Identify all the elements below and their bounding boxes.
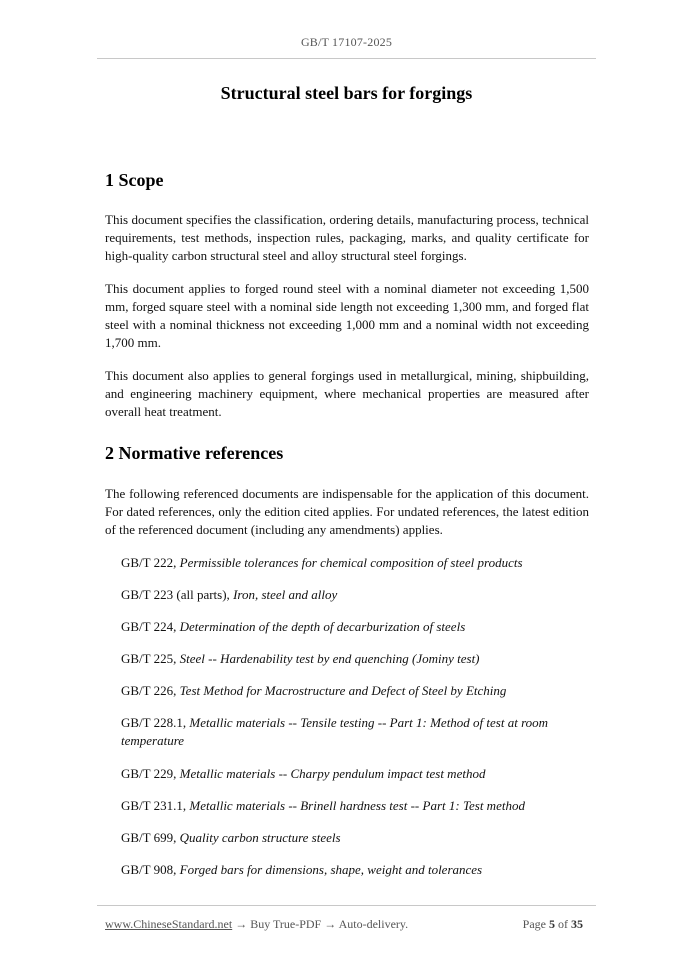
reference-title: Permissible tolerances for chemical composition of steel products: [179, 555, 523, 570]
reference-code: GB/T 225,: [121, 651, 177, 666]
reference-title: Steel -- Hardenability test by end quenching (Jominy test): [179, 651, 480, 666]
reference-title: Metallic materials -- Brinell hardness test -- Part 1: Test method: [189, 798, 525, 813]
reference-code: GB/T 699,: [121, 830, 177, 845]
reference-item-6: [105, 765, 589, 783]
section-scope: [105, 168, 589, 192]
page-label: Page: [522, 917, 546, 931]
page-of: of: [558, 917, 568, 931]
scope-paragraph-2-wrap: [105, 280, 589, 352]
reference-title: Quality carbon structure steels: [179, 830, 341, 845]
scope-paragraph-3-wrap: [105, 367, 589, 421]
section-heading-scope: 1 Scope: [105, 170, 164, 190]
reference-code: GB/T 229,: [121, 766, 177, 781]
footer-divider: [97, 905, 596, 906]
reference-title: Metallic materials -- Charpy pendulum impact test method: [179, 766, 486, 781]
normative-intro-wrap: [105, 485, 589, 539]
reference-code: GB/T 223 (all parts),: [121, 587, 230, 602]
reference-item-9: [105, 861, 589, 879]
normative-intro-paragraph: The following referenced documents are indispensable for the application of this document. For dated references, only the edition cited applies. For undated references, the latest edition of the referenced document (including any amendments) applies.: [105, 486, 589, 537]
reference-title: Iron, steel and alloy: [233, 587, 338, 602]
reference-item-4: [105, 682, 589, 700]
reference-item-8: [105, 829, 589, 847]
section-heading-normative-references: 2 Normative references: [105, 443, 284, 463]
scope-paragraph-1: This document specifies the classification, ordering details, manufacturing process, technical requirements, test methods, inspection rules, packaging, marks, and quality certificate for high-quality carbon structural steel and alloy structural steel forgings.: [105, 212, 589, 263]
scope-paragraph-1-wrap: [105, 211, 589, 265]
reference-item-7: [105, 797, 589, 815]
scope-paragraph-3: This document also applies to general forgings used in metallurgical, mining, shipbuilding, and engineering machinery equipment, where mechanical properties are measured after overall heat treatment.: [105, 368, 589, 419]
reference-code: GB/T 222,: [121, 555, 177, 570]
page-number: [523, 917, 583, 932]
page-header-standard-code: GB/T 17107-2025: [300, 35, 393, 49]
reference-item-1: [105, 586, 589, 604]
page-total: 35: [571, 917, 583, 931]
reference-code: GB/T 908,: [121, 862, 177, 877]
arrow-right-icon: →: [324, 917, 337, 931]
scope-paragraph-2: This document applies to forged round steel with a nominal diameter not exceeding 1,500 mm, forged square steel with a nominal side length not exceeding 1,300 mm, and forged flat steel with a nominal thickness not exceeding 1,000 mm and a nominal width not exceeding 1,700 mm.: [105, 281, 589, 350]
page-current: 5: [549, 917, 555, 931]
reference-code: GB/T 231.1,: [121, 798, 187, 813]
section-normative-references: [105, 441, 589, 465]
reference-title: Determination of the depth of decarburization of steels: [179, 619, 466, 634]
arrow-right-icon: →: [235, 917, 248, 931]
reference-item-3: [105, 650, 589, 668]
footer-promo: [105, 917, 408, 932]
reference-code: GB/T 224,: [121, 619, 177, 634]
footer-buy-link[interactable]: Buy True-PDF: [250, 917, 322, 931]
reference-item-2: [105, 618, 589, 636]
reference-code: GB/T 228.1,: [121, 715, 187, 730]
reference-title: Test Method for Macrostructure and Defect of Steel by Etching: [179, 683, 507, 698]
footer-delivery-text: Auto-delivery.: [338, 917, 409, 931]
footer-site-link[interactable]: www.ChineseStandard.net: [105, 917, 233, 931]
reference-title: Forged bars for dimensions, shape, weight and tolerances: [179, 862, 483, 877]
reference-code: GB/T 226,: [121, 683, 177, 698]
header-divider: [97, 58, 596, 59]
reference-item-0: [105, 554, 589, 572]
reference-title: Metallic materials -- Tensile testing -- Part 1: Method of test at room temperature: [121, 715, 549, 748]
document-title: Structural steel bars for forgings: [220, 83, 473, 103]
reference-item-5: [105, 714, 589, 750]
